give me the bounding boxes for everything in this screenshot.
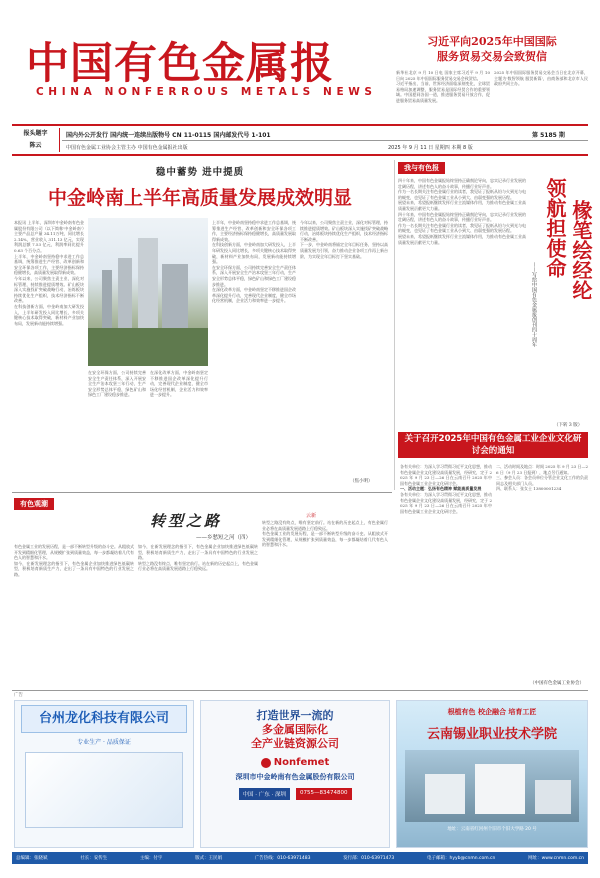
top-right-headline-2: 服务贸易交易会致贺信 xyxy=(437,50,547,63)
top-right-col-2 xyxy=(494,70,588,116)
top-right-paragraph: 新华社北京 9 月 10 日电 国家主席习近平 9 月 10 日向 2025 年中国国际服务贸易交易会致贺信。 xyxy=(396,70,490,81)
lead-col-4 xyxy=(300,220,388,476)
ad2-line-2: 多金属国际化 xyxy=(262,723,328,736)
features-col-1 xyxy=(14,544,134,680)
features-paragraph: 如今，在新发展理念的指引下，有色金属企业加快推进绿色低碳转型，积极培育新质生产力，走出了一条具有中国特色的行业发展之路。 xyxy=(14,560,134,577)
date-line: 2025 年 9 月 11 日 星期四 本期 8 版 xyxy=(388,145,473,151)
lead-kicker: 稳中蓄势 进中提质 xyxy=(155,167,245,178)
features-headline: 转型之路 xyxy=(150,512,223,530)
ad2-phone: 0755—83474800 xyxy=(296,788,352,800)
lead-photo xyxy=(88,218,208,366)
top-right-headline-1: 习近平向2025年中国国际 xyxy=(427,35,557,48)
lead-col-1 xyxy=(14,220,84,486)
ad2-brand: Nonfemet xyxy=(273,757,330,768)
column-paragraph: 作为一名长期关注有色金属行业的读者，我见证了报纸从铅与火到光与电的蜕变，也见证了有色金属工业从小到大、由弱变强的发展历程。 xyxy=(398,222,526,234)
ad3-slogan: 根植有色 校企融合 培育工匠 xyxy=(447,708,537,716)
footer-item: 广告热线：010-63971483 xyxy=(254,856,311,861)
notice-signoff: （中国有色金属工业协会） xyxy=(530,681,584,686)
ad2-line-1: 打造世界一流的 xyxy=(256,709,334,722)
features-col-2 xyxy=(138,544,258,680)
features-col-3 xyxy=(262,520,388,680)
notice-section: 各有关单位：为深入学习贯彻习近平文化思想，推动有色金属企业文化建设高质量发展，经研究，定于 2025 年 9 月 23 日—26 日在云南召开 2025 年中国有色金属工业企业文化研讨会。 xyxy=(400,491,492,514)
ad2-contact-row xyxy=(201,788,389,800)
footer-item: 网址：www.cnmn.com.cn xyxy=(528,856,584,861)
lead-paragraph: 在深化改革方面，中金岭南坚定不移推进国企改革深化提升行动，完善现代企业制度，健全市场化经营机制，企业活力和效率进一步提升。 xyxy=(212,287,296,304)
footer-item: 总编辑：张晓斌 xyxy=(16,856,48,861)
ad-yunxi xyxy=(396,700,588,848)
top-right-paragraph: 习近平指出，当前，世界经济面临深刻变化，全球贸易格局加速调整，服务贸易是国际经贸合作的重要领域。中国愿同各国一道，推进服务贸易开放合作，促进服务贸易高质量发展。 xyxy=(396,81,490,103)
column-paragraph: 作为一名长期关注有色金属行业的读者，我见证了报纸从铅与火到光与电的蜕变，也见证了有色金属工业从小到大、由弱变强的发展历程。 xyxy=(398,189,526,200)
masthead-title: 中国有色金属报 xyxy=(26,39,334,89)
lead-paragraph: 在安全环保方面，公司持续完善安全生产责任体系，深入开展安全生产治本攻坚三年行动，生产安全形势总体平稳，绿色矿山和绿色工厂建设稳步推进。 xyxy=(88,370,146,398)
ad-longhua xyxy=(14,700,194,848)
ad3-campus-image xyxy=(405,750,579,822)
footer-item: 主编：付宇 xyxy=(139,856,163,861)
lead-paragraph: 上半年，中金岭南坚持稳中求进工作总基调，统筹推进生产经营、改革创新和安全环保各项工作，主要经济指标保持稳健增长，高质量发展取得新成效。 xyxy=(14,253,84,276)
features-paragraph: 如今，在新发展理念的指引下，有色金属企业加快推进绿色低碳转型，积极培育新质生产力，走出了一条具有中国特色的行业发展之路。 xyxy=(138,544,258,561)
footer-item: 版式：王民娟 xyxy=(195,856,223,861)
editor-label: 报头题字 xyxy=(23,130,48,137)
sponsor-line: 中国有色金属工业协会主管主办 中国有色金属报社出版 xyxy=(66,145,188,151)
features-author-tag: 云新 xyxy=(306,513,317,519)
lead-paragraph: 下一步，中金岭南将锚定全年目标任务，坚持以高质量发展为引领，奋力推动企业各项工作再上新台阶，为实现全年目标打下坚实基础。 xyxy=(300,242,388,259)
column-continue: （下转 3 版） xyxy=(554,423,583,428)
notice-col-1 xyxy=(400,464,492,688)
column-body xyxy=(398,178,526,414)
column-label: 我与有色报 xyxy=(398,162,445,174)
lead-paragraph: 今年以来，公司聚焦主责主业，深化对标管理，持续推进提质增效。矿山板块深入实施找矿突破战略行动，冶炼板块持续优化生产组织，技术经济指标不断改善。 xyxy=(300,220,388,242)
lead-byline-end: （焦小明） xyxy=(350,479,373,484)
footer-item: 电子邮箱：hyyb@cnmn.com.cn xyxy=(426,856,496,861)
ad2-company: 深圳市中金岭南有色金属股份有限公司 xyxy=(235,773,355,781)
footer-item: 发行部：010-63971473 xyxy=(343,856,395,861)
lead-col-3 xyxy=(212,220,296,486)
ad2-location: 中国 · 广东 · 深圳 xyxy=(239,788,291,800)
ad1-subtitle: 专业生产 · 品质保证 xyxy=(77,739,131,746)
ad1-title: 台州龙化科技有限公司 xyxy=(21,705,187,733)
features-byline: ——乡愁短之河（四） xyxy=(196,535,252,541)
lead-headline: 中金岭南上半年高质量发展成效明显 xyxy=(47,187,352,209)
top-right-paragraph: 2025 年中国国际服务贸易交易会当日在北京开幕，主题为'数智领航 服贸新篇'，由商务部和北京市人民政府共同主办。 xyxy=(494,70,588,87)
editor-name: 陈云 xyxy=(29,142,42,149)
lead-byline: 本报讯 上半年，深圳市中金岭南有色金属股份有限公司（以下简称'中金岭南'）主要产品总产量 34.11万吨，同比增长 2.14%，营业收入 311.13 亿元，实现利润总额 7.53 亿元，利润率同比提升 0.63 个百分点。 xyxy=(14,220,84,253)
notice-section: 四、联系人：张女士 13800001234 xyxy=(496,486,562,492)
features-paragraph: 有色金属工业的发展历程，是一部不断转型升级的奋斗史。从粗放式开发到精细化管理，从规模扩张到质量效益，每一步都凝结着几代有色人的智慧和汗水。 xyxy=(14,544,134,561)
notice-section: 三、参会人员：各会员单位分管企业文化工作的负责同志及相关部门人员。 xyxy=(496,475,588,486)
top-right-col-1 xyxy=(396,70,490,116)
ad1-image xyxy=(25,752,183,828)
notice-header xyxy=(398,432,588,458)
column-paragraph: 展望未来，希望报纸继续发挥行业主流媒体作用，为推动有色金属工业高质量发展贡献更大力量。 xyxy=(398,233,526,245)
notice-headline: 关于召开2025年中国有色金属工业企业文化研讨会的通知 xyxy=(404,434,582,456)
footer-bar xyxy=(12,852,588,864)
column-headline-1: 领航担使命 xyxy=(543,178,567,278)
lead-story xyxy=(12,164,388,210)
features-label: 有色观潮 xyxy=(14,498,54,510)
footer-item: 社长：安传生 xyxy=(80,856,108,861)
nonfemet-logo-icon xyxy=(261,758,271,768)
masthead-english: CHINA NONFERROUS METALS NEWS xyxy=(36,86,377,98)
ad-zhongjin xyxy=(200,700,390,848)
ad-label: 广告 xyxy=(14,693,23,698)
lead-col-2b xyxy=(150,370,208,486)
ad2-brand-row xyxy=(201,757,389,768)
lead-paragraph: 在科技创新方面，中金岭南加大研发投入，上半年研发投入同比增长，多项关键核心技术取得突破，新材料产业加快布局，发展新动能持续增强。 xyxy=(14,303,84,326)
lead-paragraph: 在深化改革方面，中金岭南坚定不移推进国企改革深化提升行动，完善现代企业制度，健全市场化经营机制，企业活力和效率进一步提升。 xyxy=(150,370,208,398)
lead-paragraph: 在安全环保方面，公司持续完善安全生产责任体系，深入开展安全生产治本攻坚三年行动，生产安全形势总体平稳，绿色矿山和绿色工厂建设稳步推进。 xyxy=(212,264,296,287)
lead-paragraph: 上半年，中金岭南坚持稳中求进工作总基调，统筹推进生产经营、改革创新和安全环保各项工作，主要经济指标保持稳健增长，高质量发展取得新成效。 xyxy=(212,220,296,242)
issn-line: 国内外公开发行 国内统一连续出版物号 CN 11-0115 国内邮发代号 1-101 xyxy=(66,132,271,139)
features-paragraph: 转型之路没有终点，唯有坚定前行。站在新的历史起点上，有色金属行业必将在高质量发展道路上行稳致远。 xyxy=(138,560,258,572)
column-subhead: ——写给中国有色金属报创刊四十周年 xyxy=(531,262,537,347)
issue-number: 第 5185 期 xyxy=(532,132,565,139)
ad2-line-3: 全产业链资源公司 xyxy=(251,737,339,750)
column-paragraph: 四十年来，中国有色金属报始终坚持正确舆论导向，忠实记录行业发展的壮阔历程，讲述有色人的奋斗故事，传播行业好声音。 xyxy=(398,211,526,223)
column-paragraph: 展望未来，希望报纸继续发挥行业主流媒体作用，为推动有色金属工业高质量发展贡献更大力量。 xyxy=(398,200,526,211)
editor-box xyxy=(12,128,60,152)
features-paragraph: 有色金属工业的发展历程，是一部不断转型升级的奋斗史。从粗放式开发到精细化管理，从规模扩张到质量效益，每一步都凝结着几代有色人的智慧和汗水。 xyxy=(262,531,388,548)
ad3-title: 云南锡业职业技术学院 xyxy=(426,727,557,742)
lead-paragraph: 在科技创新方面，中金岭南加大研发投入，上半年研发投入同比增长，多项关键核心技术取得突破，新材料产业加快布局，发展新动能持续增强。 xyxy=(212,242,296,265)
notice-section: 各有关单位：为深入学习贯彻习近平文化思想，推动有色金属企业文化建设高质量发展，经研究，定于 2025 年 9 月 23 日—26 日在云南召开 2025 年中国有色金属工业企业文化研讨会。 xyxy=(400,464,492,486)
notice-section: 一、活动主题：弘扬有色精神 赋能高质量发展 xyxy=(400,486,482,492)
notice-section: 二、活动时间及地点：时间 2025 年 9 月 23 日—26 日（9 月 23 日报到），地点另行通知。 xyxy=(496,464,588,475)
lead-col-2a xyxy=(88,370,146,486)
column-headline-2: 椽笔绘经纶 xyxy=(569,200,593,300)
column-paragraph: 四十年来，中国有色金属报始终坚持正确舆论导向，忠实记录行业发展的壮阔历程，讲述有色人的奋斗故事，传播行业好声音。 xyxy=(398,178,526,189)
notice-col-2 xyxy=(496,464,588,678)
features-paragraph: 转型之路没有终点，唯有坚定前行。站在新的历史起点上，有色金属行业必将在高质量发展道路上行稳致远。 xyxy=(262,520,388,531)
top-right-story xyxy=(396,34,588,64)
lead-paragraph: 今年以来，公司聚焦主责主业，深化对标管理，持续推进提质增效。矿山板块深入实施找矿突破战略行动，冶炼板块持续优化生产组织，技术经济指标不断改善。 xyxy=(14,275,84,304)
ad3-contact: 地址：云南省红河州个旧市个旧大学路 20 号 xyxy=(447,827,537,832)
